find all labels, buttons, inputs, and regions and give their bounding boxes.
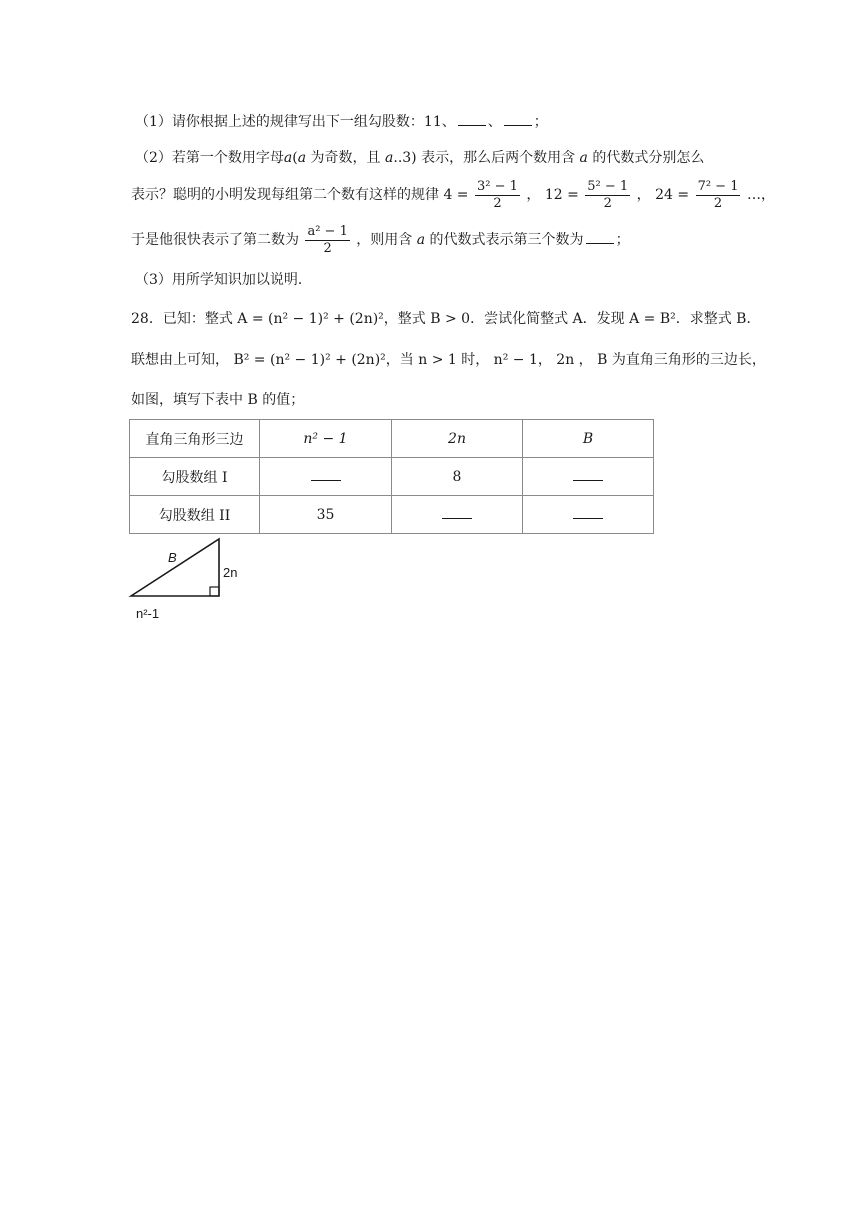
table-cell-blank <box>260 458 392 496</box>
q27-part1-text: （1）请你根据上述的规律写出下一组勾股数：11、 <box>135 114 456 130</box>
q28-line3: 如图，填写下表中 B 的值； <box>131 392 305 408</box>
table-header: n² − 1 <box>260 420 392 458</box>
table-row <box>130 458 654 496</box>
table-cell-blank <box>523 458 654 496</box>
fraction: $\frac{\text{a² − 1}}{2}$ <box>307 223 348 256</box>
pythagorean-table <box>129 419 654 534</box>
answer-blank <box>586 232 614 244</box>
table-header: 2n <box>392 420 523 458</box>
q27-part1: （1）请你根据上述的规律写出下一组勾股数：11、 、 ； <box>135 114 548 130</box>
vertical-side-label: 2n <box>223 565 238 580</box>
q27-part3: （3）用所学知识加以说明． <box>135 272 312 288</box>
table-cell: 勾股数组 I <box>130 458 260 496</box>
base-side-label: n²-1 <box>136 606 160 621</box>
q28-line2: 联想由上可知， B² = (n² − 1)² + (2n)²，当 n > 1 时， n² − 1， 2n ， B 为直角三角形的三边长， <box>131 352 766 368</box>
table-header-row <box>130 420 654 458</box>
table-header: B <box>523 420 654 458</box>
fraction: $\frac{\text{3² − 1}}{2}$ <box>477 178 518 211</box>
right-triangle-figure <box>126 536 256 626</box>
table-header: 直角三角形三边 <box>130 420 260 458</box>
q27-part2-line3: 于是他很快表示了第二数为 $\frac{\text{a² − 1}}{2}$ ，则用含 a 的代数式表示第三个数为 ； <box>131 223 630 256</box>
fraction: $\frac{\text{7² − 1}}{2}$ <box>697 178 739 211</box>
hypotenuse-label: B <box>168 550 177 565</box>
q27-part2-line1: （2）若第一个数用字母a(a 为奇数，且 a..3) 表示，那么后两个数用含 a 的代数式分别怎么 <box>135 150 705 166</box>
table-row <box>130 496 654 534</box>
table-cell: 8 <box>392 458 523 496</box>
right-angle-marker <box>210 587 219 596</box>
q27-part2-line2: 表示？聪明的小明发现每组第二个数有这样的规律 4 = $\frac{\text{3² − 1}}{2}$ ， 12 = $\frac{\text{5² − 1}}{2}$ ， 24 = $\frac{\text{7² − 1}}{2}$ …， <box>131 178 775 211</box>
triangle-shape <box>131 539 219 596</box>
table-cell: 勾股数组 II <box>130 496 260 534</box>
table-cell-blank <box>392 496 523 534</box>
fraction: $\frac{\text{5² − 1}}{2}$ <box>587 178 629 211</box>
q28-line1: 28．已知：整式 A = (n² − 1)² + (2n)²，整式 B > 0．尝试化简整式 A．发现 A = B²．求整式 B． <box>131 311 761 327</box>
table-cell-blank <box>523 496 654 534</box>
table-cell: 35 <box>260 496 392 534</box>
answer-blank <box>504 114 532 126</box>
answer-blank <box>458 114 486 126</box>
